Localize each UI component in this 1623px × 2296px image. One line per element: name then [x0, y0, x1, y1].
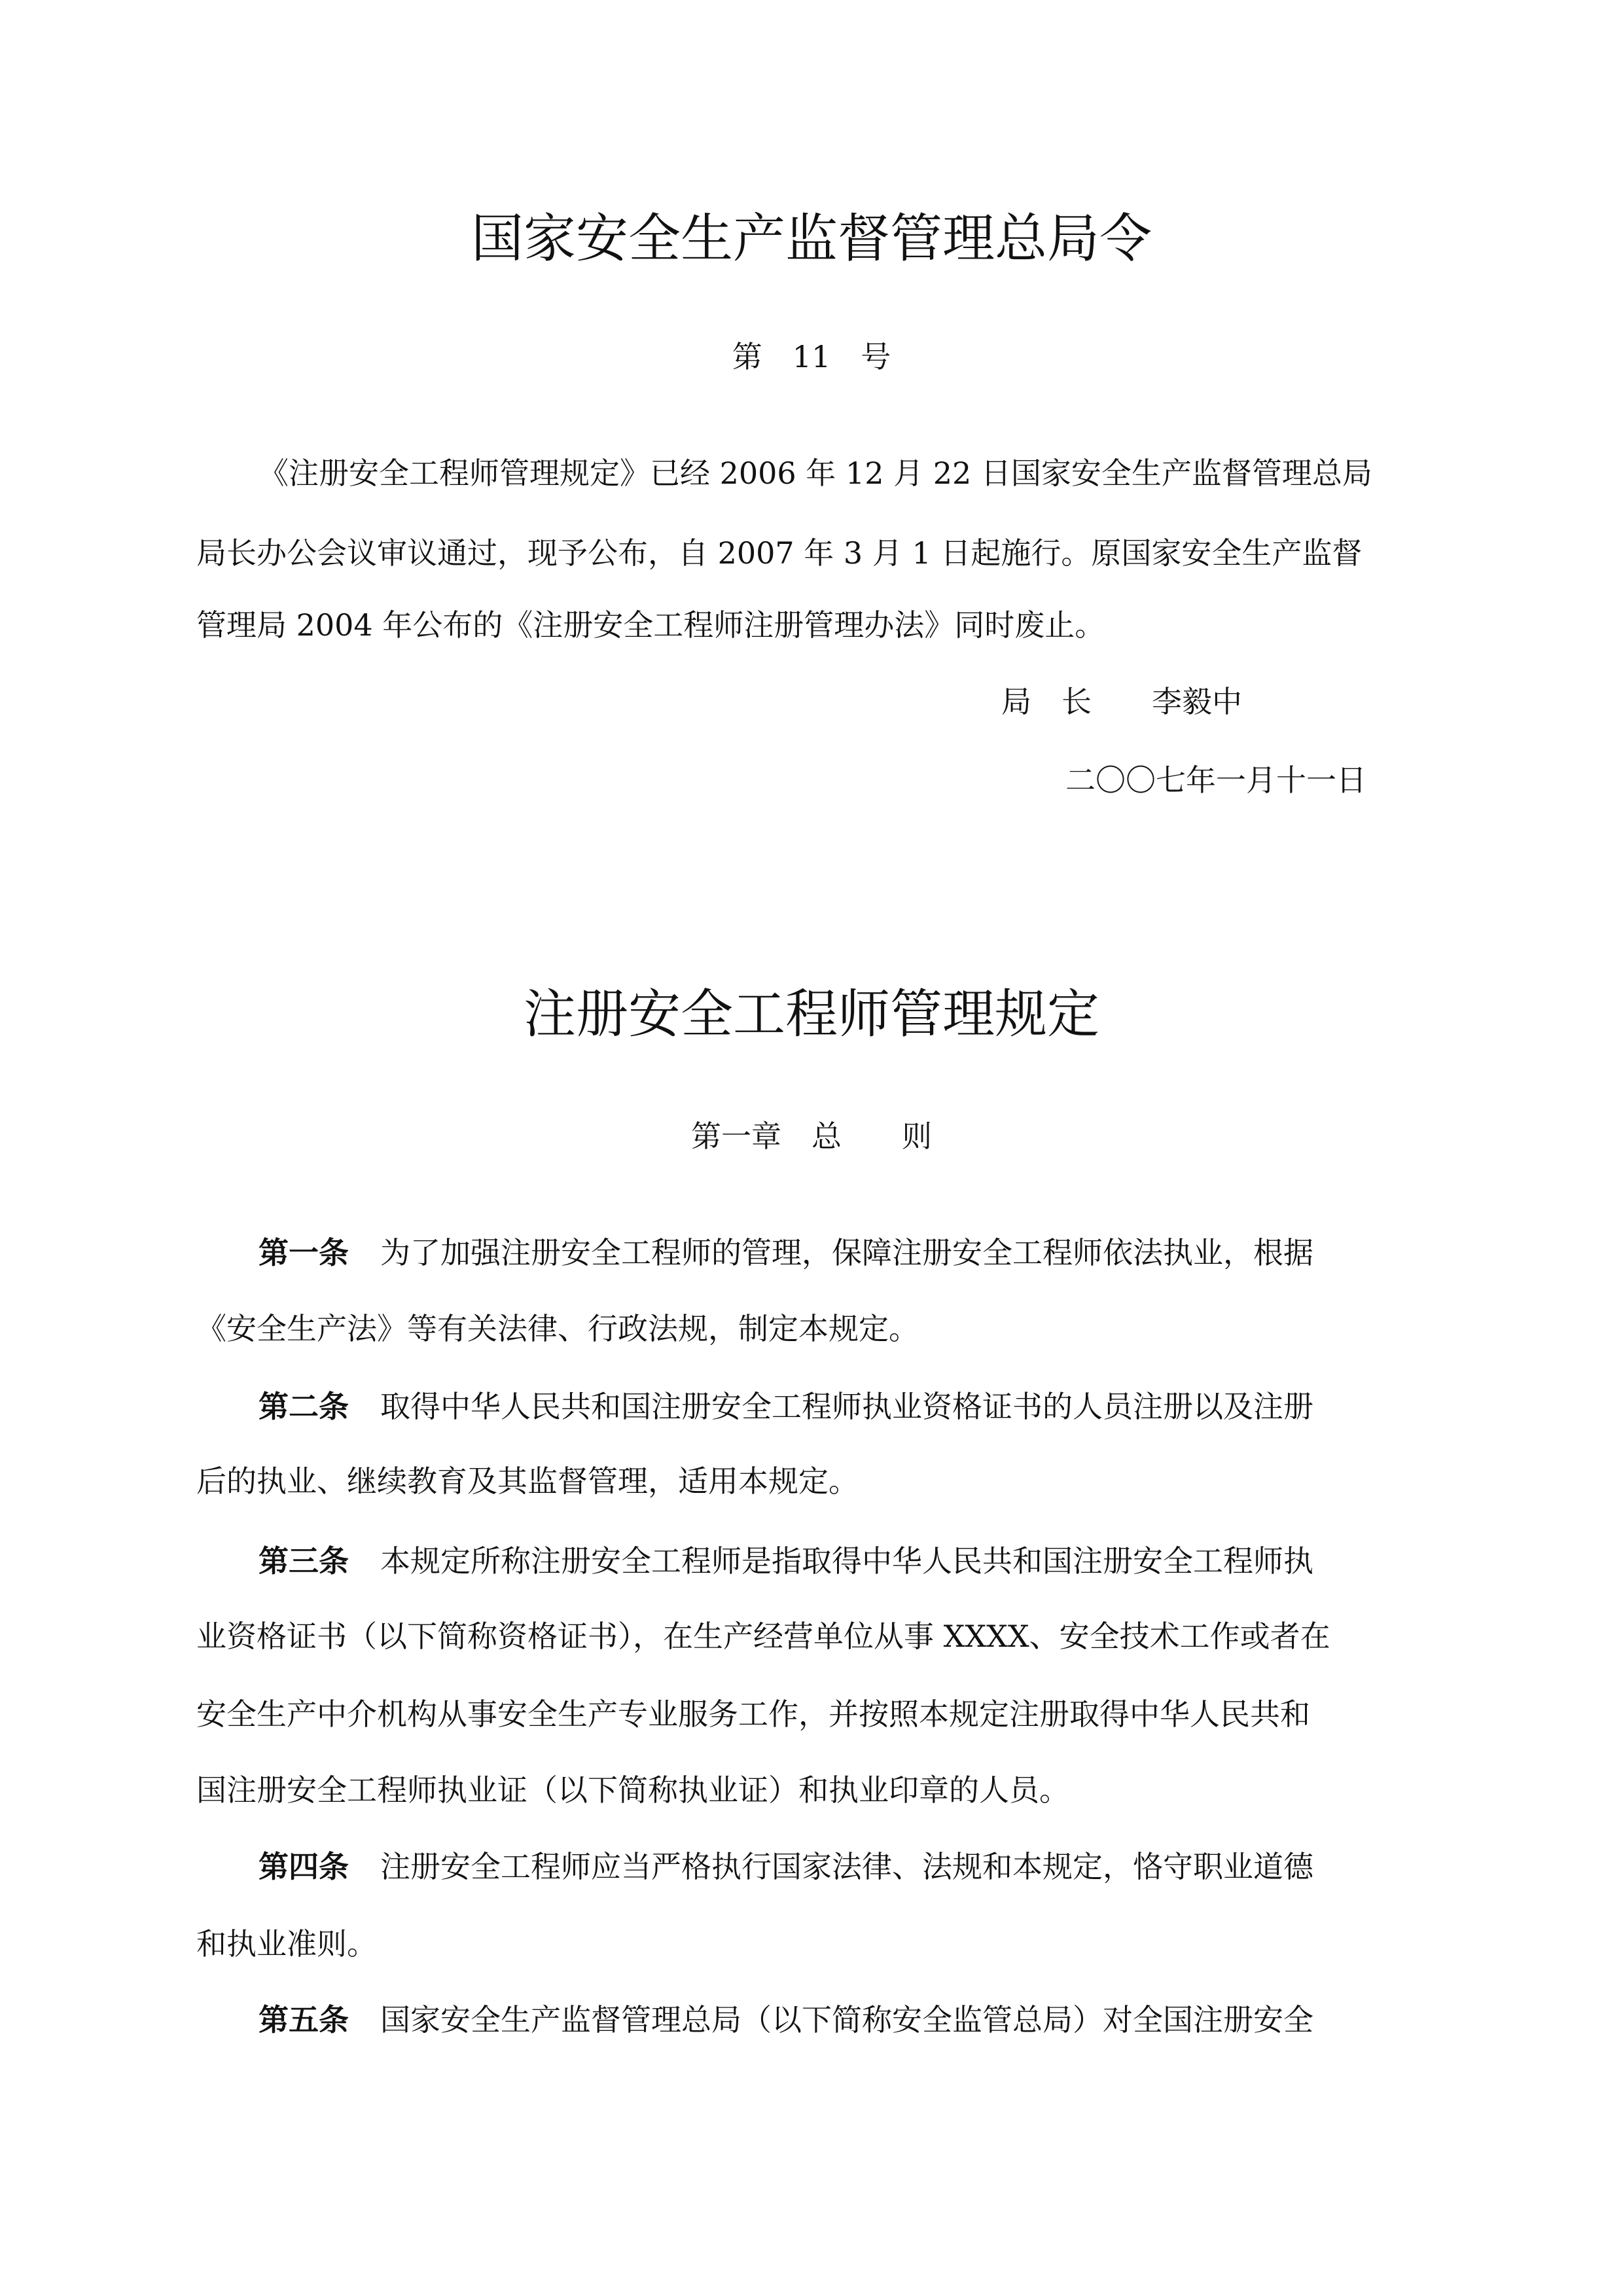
article-text: 本规定所称注册安全工程师是指取得中华人民共和国注册安全工程师执 [380, 1543, 1313, 1579]
article-continuation: 后的执业、继续教育及其监督管理，适用本规定。 [196, 1463, 859, 1499]
order-body-line: 管理局 2004 年公布的《注册安全工程师注册管理办法》同时废止。 [196, 607, 1105, 643]
article-label: 第二条 [259, 1389, 349, 1424]
article-3 [259, 1541, 1313, 1581]
article-continuation: 业资格证书（以下简称资格证书），在生产经营单位从事 XXXX、安全技术工作或者在 [196, 1619, 1330, 1654]
article-continuation: 《安全生产法》等有关法律、行政法规，制定本规定。 [196, 1311, 919, 1346]
article-4 [259, 1847, 1313, 1886]
order-body-line: 局长办公会议审议通过，现予公布，自 2007 年 3 月 1 日起施行。原国家安全生产监督 [196, 535, 1363, 571]
article-continuation: 国注册安全工程师执业证（以下简称执业证）和执业印章的人员。 [196, 1772, 1069, 1808]
article-label: 第五条 [259, 2002, 349, 2037]
article-text: 注册安全工程师应当严格执行国家法律、法规和本规定，恪守职业道德 [380, 1849, 1313, 1884]
order-title: 国家安全生产监督管理总局令 [471, 208, 1152, 269]
article-2 [259, 1387, 1313, 1426]
article-text: 国家安全生产监督管理总局（以下简称安全监管总局）对全国注册安全 [380, 2002, 1313, 2037]
article-1 [259, 1233, 1313, 1272]
order-number: 第 11 号 [732, 339, 891, 374]
order-body-line: 《注册安全工程师管理规定》已经 2006 年 12 月 22 日国家安全生产监督管理总局 [259, 456, 1372, 491]
article-label: 第一条 [259, 1235, 349, 1270]
article-5 [259, 2000, 1313, 2039]
article-continuation: 安全生产中介机构从事安全生产专业服务工作，并按照本规定注册取得中华人民共和 [196, 1696, 1310, 1732]
article-label: 第三条 [259, 1543, 349, 1579]
chapter-heading: 第一章 总 则 [691, 1119, 932, 1154]
article-text: 取得中华人民共和国注册安全工程师执业资格证书的人员注册以及注册 [380, 1389, 1313, 1424]
signatory: 局 长 李毅中 [1001, 684, 1242, 719]
regulation-title: 注册安全工程师管理规定 [524, 984, 1099, 1045]
order-date: 二〇〇七年一月十一日 [1065, 762, 1366, 798]
article-text: 为了加强注册安全工程师的管理，保障注册安全工程师依法执业，根据 [380, 1235, 1313, 1270]
article-continuation: 和执业准则。 [196, 1926, 377, 1962]
article-label: 第四条 [259, 1849, 349, 1884]
